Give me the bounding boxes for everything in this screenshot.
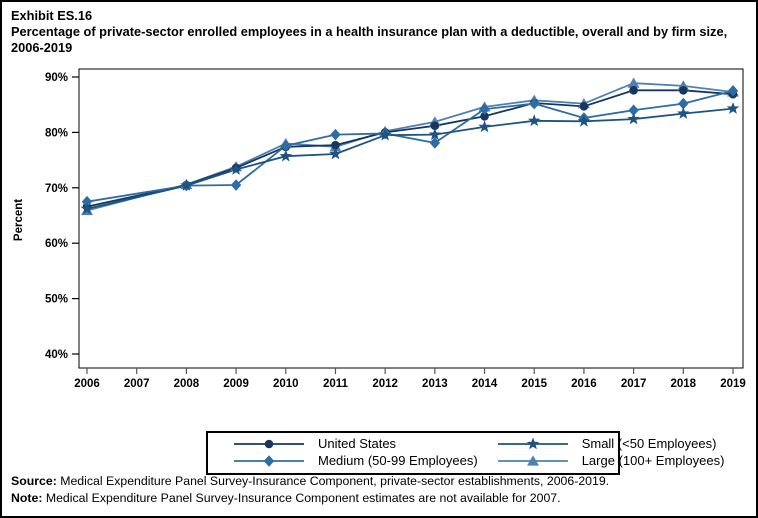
x-tick-label: 2010	[272, 378, 299, 390]
x-tick-label: 2008	[173, 378, 200, 390]
x-tick-label: 2006	[74, 378, 100, 390]
x-tick-label: 2013	[422, 378, 448, 390]
title-block	[11, 8, 735, 56]
data-point-marker	[580, 102, 589, 111]
star-marker-icon	[496, 435, 570, 453]
data-point-marker	[330, 129, 340, 141]
note-text: Medical Expenditure Panel Survey-Insurance Component estimates are not available for 2007.	[42, 490, 561, 505]
x-tick-label: 2018	[670, 378, 697, 390]
data-point-marker	[529, 98, 539, 110]
note-label: Note:	[11, 490, 43, 505]
y-tick-label: 80%	[44, 127, 68, 140]
data-point-marker	[627, 113, 640, 125]
x-tick-label: 2016	[571, 378, 597, 390]
x-tick-label: 2019	[720, 378, 746, 390]
y-tick-label: 60%	[44, 238, 68, 251]
y-tick-label: 40%	[44, 349, 68, 361]
x-tick-label: 2014	[471, 378, 498, 390]
x-tick-label: 2012	[372, 378, 398, 390]
note-line	[11, 490, 609, 507]
x-tick-label: 2009	[223, 378, 249, 390]
exhibit-label: Exhibit ES.16	[11, 8, 93, 23]
series-line	[87, 83, 733, 210]
legend-label: Medium (50-99 Employees)	[318, 453, 478, 468]
data-point-marker	[430, 137, 440, 149]
data-point-marker	[727, 102, 740, 114]
triangle-marker-icon	[496, 452, 570, 470]
x-tick-label: 2017	[620, 378, 647, 390]
source-text: Medical Expenditure Panel Survey-Insurance Component, private-sector establishments, 2006-2019.	[56, 474, 610, 488]
legend-item-united-states	[232, 435, 478, 452]
data-point-marker	[280, 150, 293, 162]
data-point-marker	[679, 86, 688, 95]
chart-legend	[206, 431, 725, 475]
data-point-marker	[478, 120, 491, 132]
source-line	[11, 473, 609, 490]
data-point-marker	[526, 437, 539, 449]
x-tick-label: 2011	[322, 378, 348, 390]
circle-marker-icon	[232, 435, 306, 453]
data-point-marker	[677, 107, 690, 119]
chart-title: Percentage of private-sector enrolled employees in a health insurance plan with a deductible, overall and by firm size, 2006-2019	[11, 24, 728, 55]
plot-frame	[79, 69, 743, 368]
legend-label: Small (<50 Employees)	[581, 436, 717, 451]
data-point-marker	[629, 86, 638, 95]
legend-item-medium	[232, 452, 478, 469]
series-line	[87, 109, 733, 209]
data-point-marker	[264, 455, 274, 467]
y-tick-label: 70%	[44, 182, 68, 195]
y-axis-label: Percent	[13, 198, 25, 242]
y-tick-label: 50%	[44, 293, 68, 306]
line-chart	[2, 60, 758, 398]
source-note-block	[11, 473, 609, 506]
source-label: Source:	[11, 474, 57, 488]
x-tick-label: 2015	[521, 378, 548, 390]
legend-item-small	[496, 435, 725, 452]
y-tick-label: 90%	[44, 72, 68, 84]
x-tick-label: 2007	[123, 378, 150, 390]
diamond-marker-icon	[232, 452, 306, 470]
data-point-marker	[479, 103, 489, 115]
data-point-marker	[231, 179, 241, 191]
legend-label: United States	[318, 436, 397, 451]
data-point-marker	[528, 114, 541, 126]
legend-label: Large (100+ Employees)	[581, 453, 725, 468]
data-point-marker	[265, 439, 274, 448]
legend-item-large	[496, 452, 725, 469]
